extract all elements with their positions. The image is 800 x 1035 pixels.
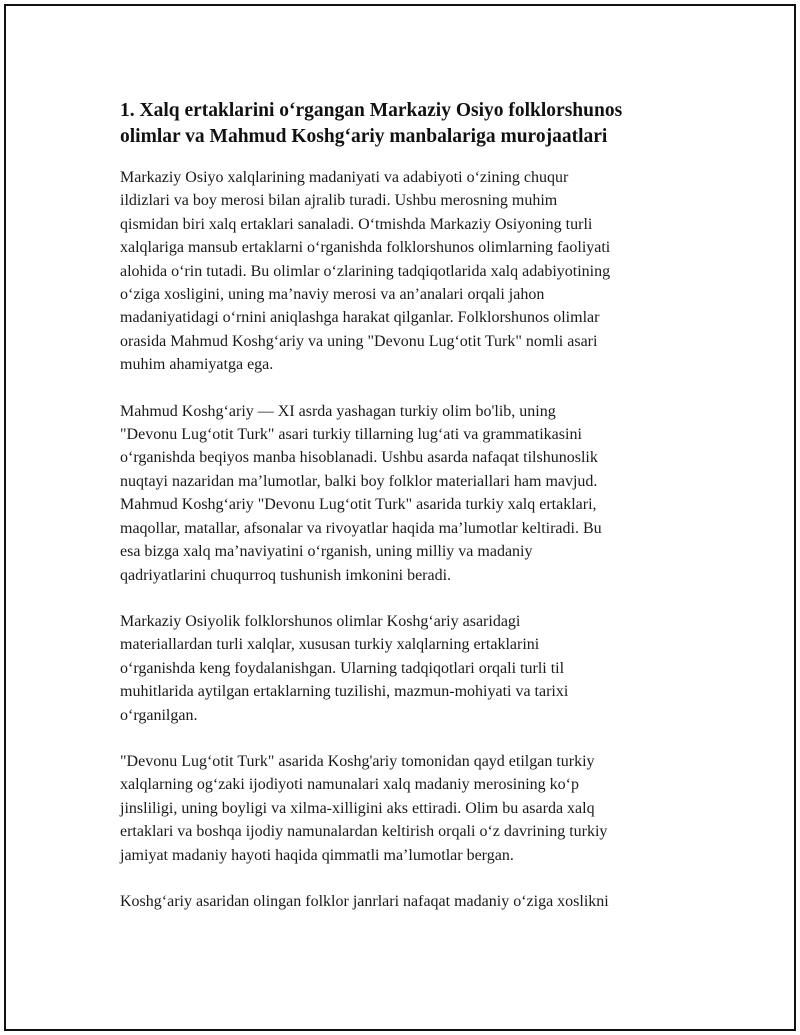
paragraph-2: [120, 400, 692, 587]
text-line: materiallardan turli xalqlar, xususan turkiy xalqlarning ertaklarini: [120, 636, 540, 654]
text-line: jamiyat madaniy hayoti haqida qimmatli ma’lumotlar bergan.: [120, 846, 514, 864]
text-line: Koshg‘ariy asaridan olingan folklor janrlari nafaqat madaniy o‘ziga xoslikni: [120, 892, 609, 910]
text-line: ildizlari va boy merosi bilan ajralib turadi. Ushbu merosning muhim: [120, 192, 558, 210]
text-line: "Devonu Lug‘otit Turk" asarida Koshg'ariy tomonidan qayd etilgan turkiy: [120, 752, 595, 770]
page-border: [4, 4, 796, 1031]
text-line: xalqlariga mansub ertaklarni o‘rganishda folklorshunos olimlarning faoliyati: [120, 239, 611, 257]
text-line: o‘rganilgan.: [120, 706, 198, 724]
text-line: Markaziy Osiyolik folklorshunos olimlar Koshg‘ariy asaridagi: [120, 612, 521, 630]
text-line: o‘rganishda beqiyos manba hisoblanadi. Ushbu asarda nafaqat tilshunoslik: [120, 449, 598, 467]
text-line: alohida o‘rin tutadi. Bu olimlar o‘zlarining tadqiqotlarida xalq adabiyotining: [120, 262, 611, 280]
document-body: [120, 98, 692, 913]
heading-line: olimlar va Mahmud Koshg‘ariy manbalariga murojaatlari: [120, 126, 608, 147]
text-line: Markaziy Osiyo xalqlarining madaniyati va adabiyoti o‘zining chuqur: [120, 169, 569, 186]
paragraph-4: [120, 750, 692, 867]
section-heading: [120, 98, 692, 150]
text-line: orasida Mahmud Koshg‘ariy va uning "Devonu Lug‘otit Turk" nomli asari: [120, 332, 598, 350]
text-line: o‘rganishda keng foydalanishgan. Ularning tadqiqotlari orqali turli til: [120, 659, 565, 677]
text-line: maqollar, matallar, afsonalar va rivoyatlar haqida ma’lumotlar keltiradi. Bu: [120, 519, 602, 537]
text-line: madaniyatidagi o‘rnini aniqlashga harakat qilganlar. Folklorshunos olimlar: [120, 309, 600, 327]
text-line: esa bizga xalq ma’naviyatini o‘rganish, uning milliy va madaniy: [120, 543, 533, 561]
text-line: "Devonu Lug‘otit Turk" asari turkiy tillarning lug‘ati va grammatikasini: [120, 426, 582, 444]
text-line: jinsliligi, uning boyligi va xilma-xilligini aks ettiradi. Olim bu asarda xalq: [120, 799, 595, 817]
text-line: muhim ahamiyatga ega.: [120, 356, 274, 374]
text-line: Mahmud Koshg‘ariy "Devonu Lug‘otit Turk" asarida turkiy xalq ertaklari,: [120, 496, 597, 514]
text-line: qadriyatlarini chuqurroq tushunish imkonini beradi.: [120, 566, 452, 584]
text-line: xalqlarning og‘zaki ijodiyoti namunalari xalq madaniy merosining ko‘p: [120, 776, 579, 794]
paragraph-3: [120, 610, 692, 727]
text-line: Mahmud Koshg‘ariy — XI asrda yashagan turkiy olim bo'lib, uning: [120, 402, 556, 420]
text-line: muhitlarida aytilgan ertaklarning tuzilishi, mazmun-mohiyati va tarixi: [120, 683, 569, 701]
heading-line: 1. Xalq ertaklarini o‘rgangan Markaziy Osiyo folklorshunos: [120, 100, 623, 121]
text-line: ertaklari va boshqa ijodiy namunalardan keltirish orqali o‘z davrining turkiy: [120, 823, 608, 841]
text-line: qismidan biri xalq ertaklari sanaladi. O‘tmishda Markaziy Osiyoning turli: [120, 215, 593, 233]
paragraph-5: [120, 890, 692, 913]
paragraph-1: [120, 166, 692, 377]
text-line: nuqtayi nazaridan ma’lumotlar, balki boy folklor materiallari ham mavjud.: [120, 472, 598, 490]
text-line: o‘ziga xosligini, uning ma’naviy merosi va an’analari orqali jahon: [120, 286, 545, 304]
